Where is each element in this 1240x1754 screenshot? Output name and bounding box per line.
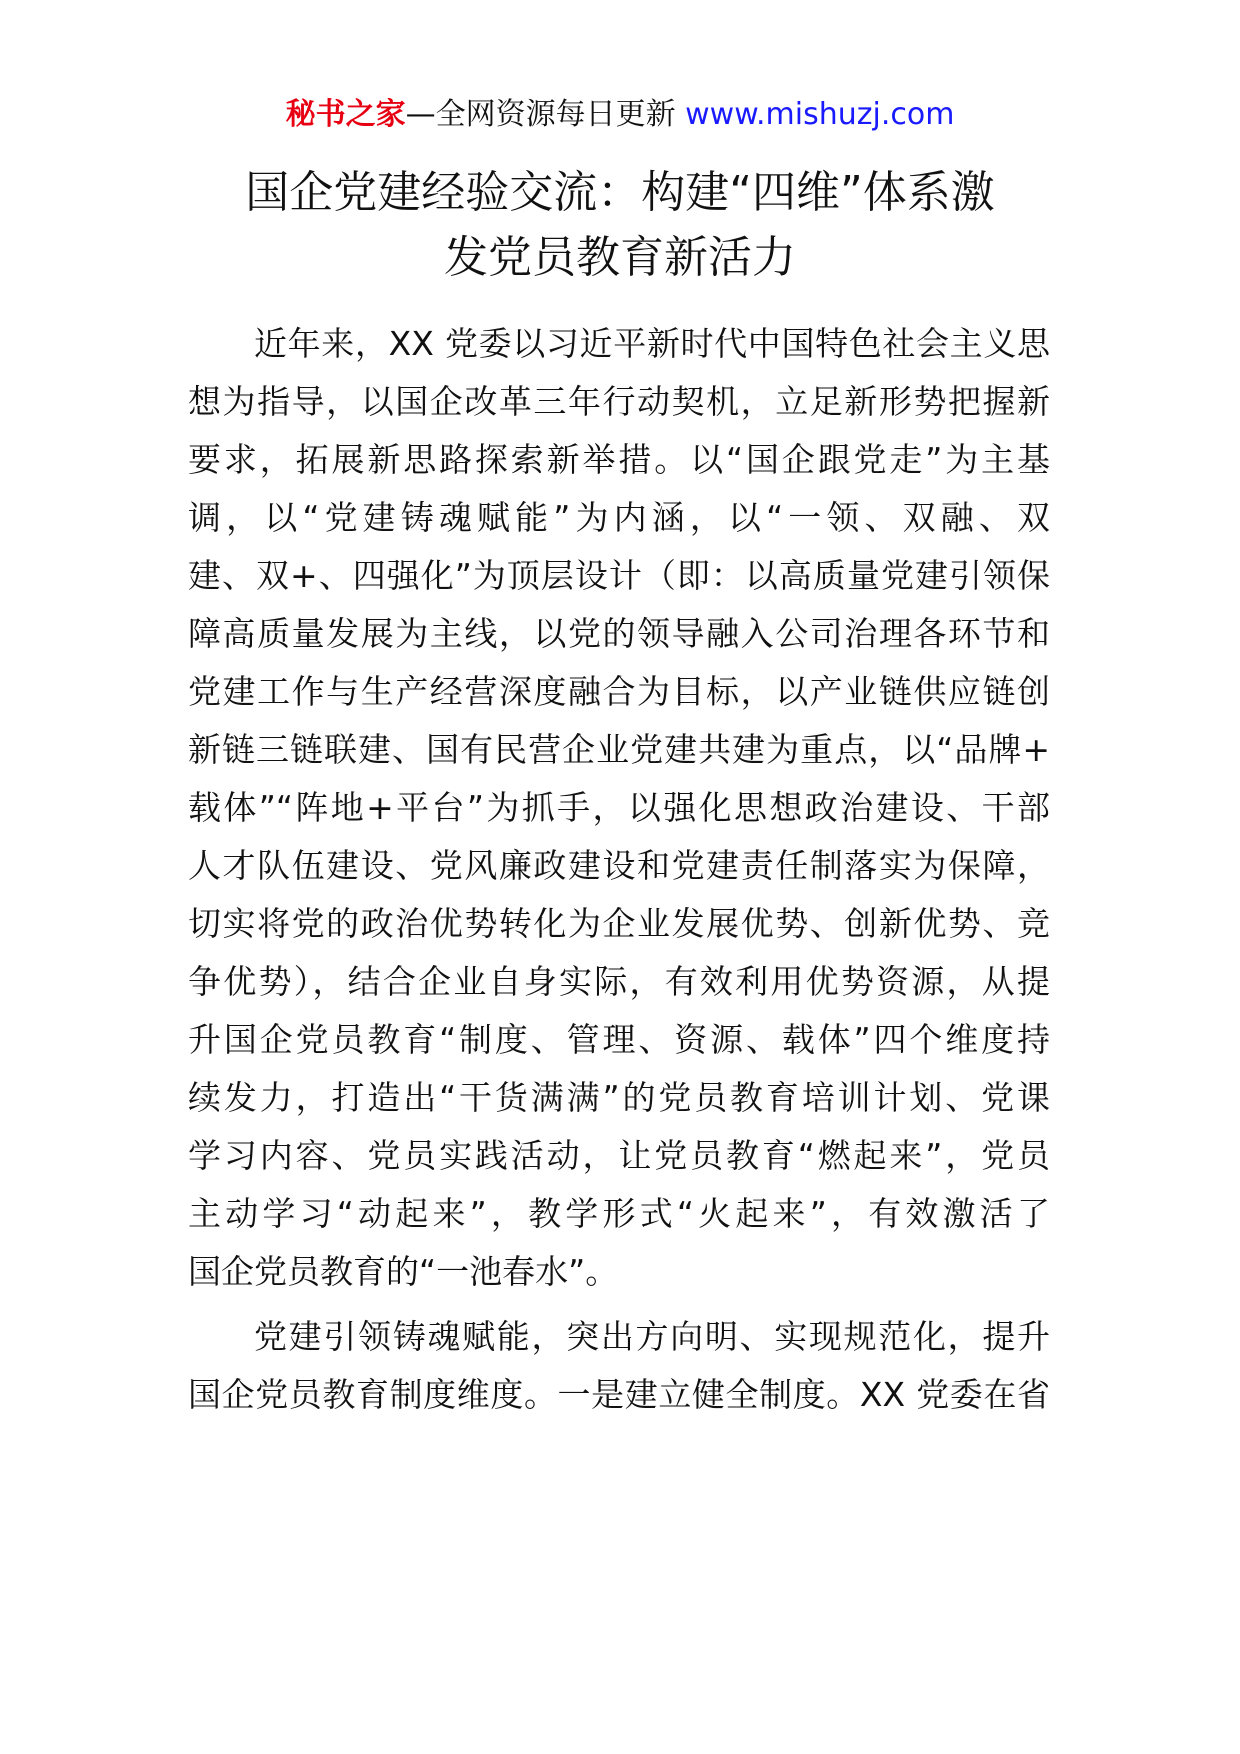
paragraph-1-line: 党建工作与生产经营深度融合为目标，以产业链供应链创 <box>188 672 1050 711</box>
paragraph-1-line: 建、双+、四强化”为顶层设计（即：以高质量党建引领保 <box>188 556 1050 595</box>
paragraph-1-line: 载体”“阵地+平台”为抓手，以强化思想政治建设、干部 <box>188 788 1050 827</box>
paragraph-1-line: 障高质量发展为主线，以党的领导融入公司治理各环节和 <box>188 614 1050 653</box>
paragraph-1-line: 国企党员教育的“一池春水”。 <box>188 1252 619 1291</box>
paragraph-1-line: 新链三链联建、国有民营企业党建共建为重点，以“品牌+ <box>188 730 1050 769</box>
paragraph-1-line: 升国企党员教育“制度、管理、资源、载体”四个维度持 <box>188 1020 1050 1059</box>
paragraph-1-line: 要求，拓展新思路探索新举措。以“国企跟党走”为主基 <box>188 440 1050 479</box>
title-line-1: 国企党建经验交流：构建“四维”体系激 <box>245 167 995 218</box>
paragraph-1-line: 人才队伍建设、党风廉政建设和党建责任制落实为保障， <box>188 846 1050 885</box>
site-url[interactable]: www.mishuzj.com <box>685 97 955 132</box>
paragraph-2-line: 党建引领铸魂赋能，突出方向明、实现规范化，提升 <box>254 1317 1050 1356</box>
site-header <box>0 95 1240 135</box>
paragraph-1-line: 学习内容、党员实践活动，让党员教育“燃起来”，党员 <box>188 1136 1050 1175</box>
paragraph-1-line: 近年来，XX 党委以习近平新时代中国特色社会主义思 <box>254 324 1050 363</box>
paragraph-2-line: 国企党员教育制度维度。一是建立健全制度。XX 党委在省 <box>188 1375 1050 1414</box>
paragraph-1-line: 切实将党的政治优势转化为企业发展优势、创新优势、竞 <box>188 904 1050 943</box>
paragraph-1-line: 想为指导，以国企改革三年行动契机，立足新形势把握新 <box>188 382 1050 421</box>
paragraph-1-line: 调，以“党建铸魂赋能”为内涵，以“一领、双融、双 <box>188 498 1050 537</box>
site-brand: 秘书之家 <box>285 97 406 132</box>
paragraph-1-line: 主动学习“动起来”，教学形式“火起来”，有效激活了 <box>188 1194 1050 1233</box>
paragraph-1-line: 争优势），结合企业自身实际，有效利用优势资源，从提 <box>188 962 1050 1001</box>
site-tagline: —全网资源每日更新 <box>405 97 686 132</box>
title-line-2: 发党员教育新活力 <box>444 232 796 283</box>
paragraph-1-line: 续发力，打造出“干货满满”的党员教育培训计划、党课 <box>188 1078 1050 1117</box>
document-title <box>0 160 1240 290</box>
